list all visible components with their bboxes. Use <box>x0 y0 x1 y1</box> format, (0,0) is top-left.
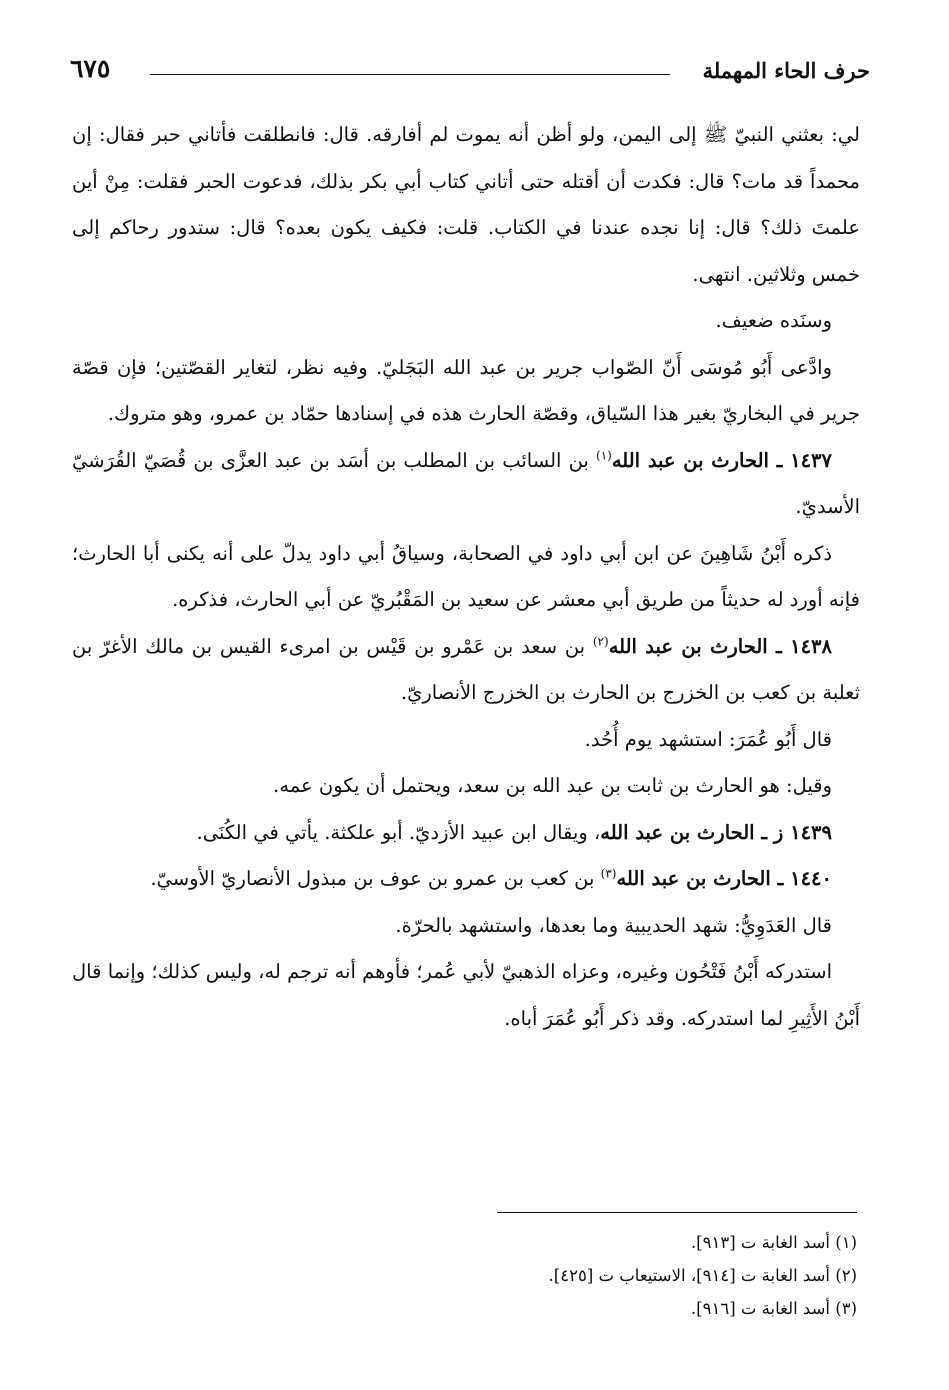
entry-1440 <box>72 856 860 903</box>
entry-1437 <box>72 438 860 531</box>
paragraph: استدركه أَبْنُ فَتْحُون وغيره، وعزاه الذهبيّ لأبي عُمر؛ فأوهم أنه ترجم له، وليس كذلك؛ وإنما قال أَبْنُ الأَثِيرِ لما استدركه. وقد ذكر أَبُو عُمَرَ أباه. <box>72 960 860 1030</box>
paragraph: لي: بعثني النبيّ ﷺ إلى اليمن، ولو أظن أنه يموت لم أفارقه. قال: فانطلقت فأتاني حبر فقال: إن محمداً قد مات؟ قال: فكدت أن أقتله حتى أتاني كتاب أبي بكر بذلك، فدعوت الحبر فقلت: مِنْ أين علمتَ ذلك؟ قال: إنا نجده عندنا في الكتاب. قلت: فكيف يكون بعده؟ قال: ستدور رحاكم إلى خمس وثلاثين. انتهى. <box>72 123 860 286</box>
paragraph: ذكره أَبْنُ شَاهِينَ عن ابن أبي داود في الصحابة، وسياقُ أبي داود يدلّ على أنه يكنى أبا الحارث؛ فإنه أورد له حديثاً من طريق أبي معشر عن سعيد بن المَقْبُريّ عن أبي الحارث، فذكره. <box>72 541 860 611</box>
footnote-ref: (٣) <box>600 866 617 881</box>
entry-1438 <box>72 624 860 717</box>
page-number: ٦٧٥ <box>70 54 111 83</box>
entry-1439 <box>72 810 860 857</box>
entry-text: ، ويقال ابن عبيد الأزديّ. أبو علكثة. يأتي في الكُنَى. <box>196 820 601 844</box>
running-head <box>70 48 870 92</box>
footnote-ref: (١) <box>596 448 612 462</box>
paragraph: وسنَده ضعيف. <box>715 309 832 332</box>
footnote: (٣) أسد الغابة ت [٩١٦]. <box>690 1299 857 1318</box>
footnote-rule <box>497 1212 857 1213</box>
entry-text: بن كعب بن عمرو بن عوف بن مبذول الأنصاريّ الأوسيّ. <box>150 867 601 890</box>
entry-text: بن السائب بن المطلب بن أسَد بن عبد العزَّى بن قُصَيّ القُرَشيّ الأسديّ. <box>72 448 860 518</box>
paragraph: قال أَبُو عُمَرَ: استشهد يوم أُحُد. <box>584 727 832 751</box>
footnotes <box>97 1226 857 1325</box>
entry-heading: ١٤٤٠ ـ الحارث بن عبد الله <box>616 867 832 890</box>
paragraph: وادَّعى أَبُو مُوسَى أَنّ الصّواب جرير بن عبد الله البَجَليّ. وفيه نظر، لتغاير القصّتين؛ فإن قصّة جرير في البخاريّ بغير هذا السّياق، وقصّة الحارث هذه في إسنادها حمّاد بن عمرو، وهو متروك. <box>72 355 860 425</box>
footnote-ref: (٢) <box>592 634 609 648</box>
body-text <box>72 112 860 1042</box>
entry-heading: ١٤٣٧ ـ الحارث بن عبد الله <box>611 448 832 472</box>
header-rule <box>150 74 670 75</box>
paragraph: قال العَدَوِيُّ: شهد الحديبية وما بعدها، واستشهد بالحرّة. <box>395 913 832 937</box>
entry-heading: ١٤٣٨ ـ الحارث بن عبد الله <box>608 634 832 658</box>
footnote: (٢) أسد الغابة ت [٩١٤]، الاستيعاب ت [٤٢٥]. <box>548 1266 857 1285</box>
running-title: حرف الحاء المهملة <box>702 58 870 83</box>
footnote: (١) أسد الغابة ت [٩١٣]. <box>690 1233 857 1252</box>
entry-text: بن سعد بن عَمْرو بن قَيْس بن امرىء القيس بن مالك الأغرّ بن ثعلبة بن كعب بن الخزرج بن الحارث بن الخزرج الأنصاريّ. <box>72 634 860 704</box>
entry-heading: ١٤٣٩ ز ـ الحارث بن عبد الله <box>600 820 832 844</box>
paragraph: وقيل: هو الحارث بن ثابت بن عبد الله بن سعد، ويحتمل أن يكون عمه. <box>273 774 832 797</box>
